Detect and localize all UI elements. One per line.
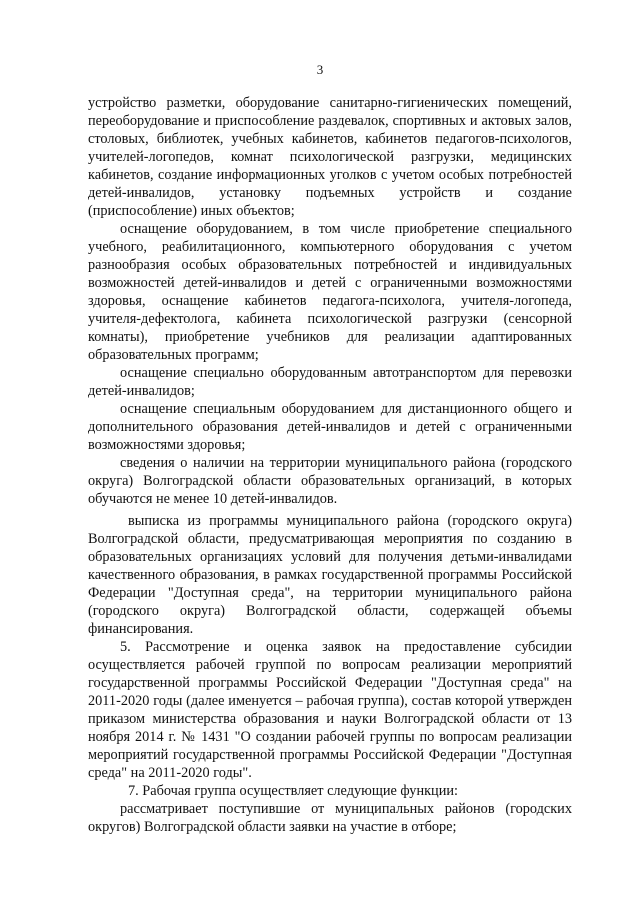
paragraph-equipment-arrangement: устройство разметки, оборудование санитарно-гигиенических помещений, переоборудование и приспособление раздевалок, спортивных и актовых залов, столовых, библиотек, учебных кабинетов, кабинетов педагогов-психологов, учителей-логопедов, комнат психологической разгрузки, медицинских кабинетов, создание информационных уголков с учетом особых потребностей детей-инвалидов, установку подъемных устройств и создание (приспособление) иных объектов; <box>88 95 572 219</box>
paragraph-considers-applications: рассматривает поступившие от муниципальных районов (городских округов) Волгоградской области заявки на участие в отборе; <box>88 801 572 835</box>
paragraph-review-applications: 5. Рассмотрение и оценка заявок на предоставление субсидии осуществляется рабочей группой по вопросам реализации мероприятий государственной программы Российской Федерации "Доступная среда" на 2011-2020 годы (далее именуется – рабочая группа), состав которой утвержден приказом министерства образования и науки Волгоградской области от 13 ноября 2014 г. № 1431 "О создании рабочей группы по вопросам реализации мероприятий государственной программы Российской Федерации "Доступная среда" на 2011-2020 годы". <box>88 639 572 781</box>
page-number: 3 <box>316 62 324 77</box>
paragraph-organizations-info: сведения о наличии на территории муниципального района (городского округа) Волгоградской области образовательных организаций, в которых обучаются не менее 10 детей-инвалидов. <box>88 455 572 507</box>
paragraph-equipment-purchase: оснащение оборудованием, в том числе приобретение специального учебного, реабилитационного, компьютерного оборудования с учетом разнообразия особых образовательных потребностей и индивидуальных возможностей детей-инвалидов и детей с ограниченными возможностями здоровья, оснащение кабинетов педагога-психолога, учителя-логопеда, учителя-дефектолога, кабинета психологической разгрузки (сенсорной комнаты), приобретение учебников для реализации адаптированных образовательных программ; <box>88 221 572 363</box>
paragraph-program-extract: выписка из программы муниципального района (городского округа) Волгоградской области, предусматривающая мероприятия по созданию в образовательных организациях условий для получения детьми-инвалидами качественного образования, в рамках государственной программы Российской Федерации "Доступная среда", на территории муниципального района (городского округа) Волгоградской области, содержащей объемы финансирования. <box>88 513 572 637</box>
paragraph-remote-education: оснащение специальным оборудованием для дистанционного общего и дополнительного образования детей-инвалидов и детей с ограниченными возможностями здоровья; <box>88 401 572 453</box>
document-body <box>88 94 572 836</box>
paragraph-working-group-functions: 7. Рабочая группа осуществляет следующие функции: <box>128 783 458 799</box>
paragraph-transport: оснащение специально оборудованным автотранспортом для перевозки детей-инвалидов; <box>88 365 572 399</box>
